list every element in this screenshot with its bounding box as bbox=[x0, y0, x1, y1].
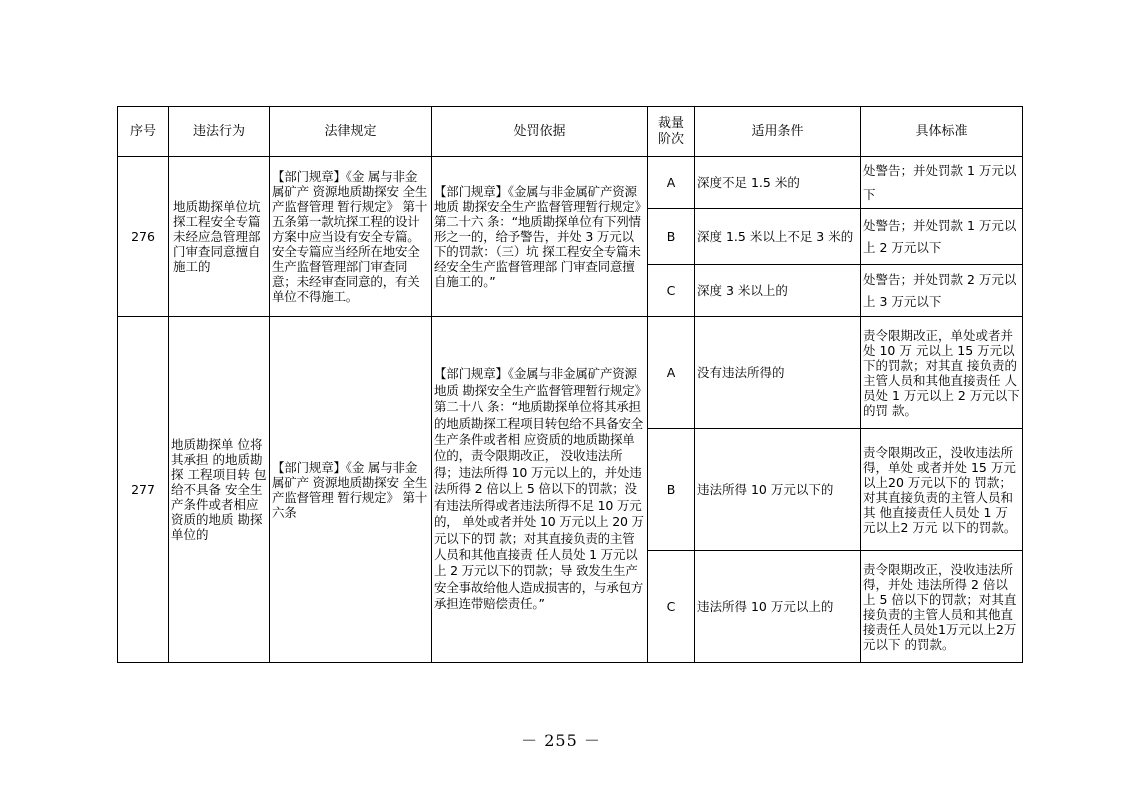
condition-cell: 深度 1.5 米以上不足 3 米的 bbox=[695, 209, 861, 265]
table-row bbox=[118, 317, 1023, 429]
header-law: 法律规定 bbox=[270, 107, 432, 157]
row-behavior: 地质勘探单 位将其承担 的地质勘探 工程项目转 包给不具备 安全生产条件或者相应 资质的地质 勘探单位的 bbox=[169, 317, 270, 663]
header-standard: 具体标准 bbox=[861, 107, 1023, 157]
header-seq: 序号 bbox=[118, 107, 169, 157]
level-cell: B bbox=[648, 209, 695, 265]
row-law: 【部门规章】《金 属与非金属矿产 资源地质勘探安 全生产监督管理 暂行规定》 第十 五条第一款坑探工程的设计方案中应当设有安全专篇。安全专篇应当经所在地安全生产监督管理部门审查同意；未经审查同意的，有关单位不得施工。 bbox=[270, 157, 432, 317]
level-cell: C bbox=[648, 265, 695, 317]
header-level: 裁量 阶次 bbox=[648, 107, 695, 157]
condition-cell: 深度不足 1.5 米的 bbox=[695, 157, 861, 209]
condition-cell: 没有违法所得的 bbox=[695, 317, 861, 429]
level-cell: C bbox=[648, 551, 695, 663]
header-condition: 适用条件 bbox=[695, 107, 861, 157]
level-cell: A bbox=[648, 317, 695, 429]
row-seq: 276 bbox=[118, 157, 169, 317]
standard-cell: 处警告；并处罚款 2 万元以上 3 万元以下 bbox=[861, 265, 1023, 317]
row-basis: 【部门规章】《金属与非金属矿产资源地质 勘探安全生产监督管理暂行规定》第二十六 条：“地质勘探单位有下列情形之一的，给予警告，并处 3 万元以下的罚款：（三）坑 探工程安全专篇未经安全生产监督管理部 门审查同意擅自施工的。” bbox=[432, 157, 648, 317]
header-behavior: 违法行为 bbox=[169, 107, 270, 157]
table-row bbox=[118, 157, 1023, 209]
row-behavior: 地质勘探单位坑探工程安全专篇未经应急管理部门审查同意擅自施工的 bbox=[169, 157, 270, 317]
level-cell: B bbox=[648, 429, 695, 551]
standard-cell: 责令限期改正，没收违法所得，单处 或者并处 15 万元以上20 万元以下的 罚款；对其直接负责的主管人员和其 他直接责任人员处 1 万元以上2 万元 以下的罚款。 bbox=[861, 429, 1023, 551]
header-row bbox=[118, 107, 1023, 157]
standard-cell: 处警告；并处罚款 1 万元以上 2 万元以下 bbox=[861, 209, 1023, 265]
standard-cell: 责令限期改正，单处或者并处 10 万 元以上 15 万元以下的罚款；对其直 接负责的主管人员和其他直接责任 人员处 1 万元以上 2 万元以下的罚 款。 bbox=[861, 317, 1023, 429]
level-cell: A bbox=[648, 157, 695, 209]
row-law: 【部门规章】《金 属与非金属矿产 资源地质勘探安 全生产监督管理 暂行规定》 第十 六条 bbox=[270, 317, 432, 663]
penalty-table bbox=[117, 106, 1023, 663]
header-basis: 处罚依据 bbox=[432, 107, 648, 157]
row-seq: 277 bbox=[118, 317, 169, 663]
row-basis: 【部门规章】《金属与非金属矿产资源地质 勘探安全生产监督管理暂行规定》第二十八 条：“地质勘探单位将其承担的地质勘探工程项目转包给不具备安全生产条件或者相 应资质的地质勘探单位的，责令限期改正， 没收违法所得；违法所得 10 万元以上的，并处违法所得 2 倍以上 5 倍以下的罚款；没 有违法所得或者违法所得不足 10 万元的， 单处或者并处 10 万元以上 20 万元以下的罚 款；对其直接负责的主管人员和其他直接责 任人员处 1 万元以上 2 万元以下的罚款；导 致发生生产安全事故给他人造成损害的，与承包方承担连带赔偿责任。” bbox=[432, 317, 648, 663]
standard-cell: 处警告；并处罚款 1 万元以下 bbox=[861, 157, 1023, 209]
condition-cell: 违法所得 10 万元以上的 bbox=[695, 551, 861, 663]
standard-cell: 责令限期改正，没收违法所得，并处 违法所得 2 倍以上 5 倍以下的罚款；对其直接负责的主管人员和其他直 接责任人员处1万元以上2万元以下 的罚款。 bbox=[861, 551, 1023, 663]
page-number: － 255 － bbox=[521, 731, 601, 750]
condition-cell: 违法所得 10 万元以下的 bbox=[695, 429, 861, 551]
condition-cell: 深度 3 米以上的 bbox=[695, 265, 861, 317]
